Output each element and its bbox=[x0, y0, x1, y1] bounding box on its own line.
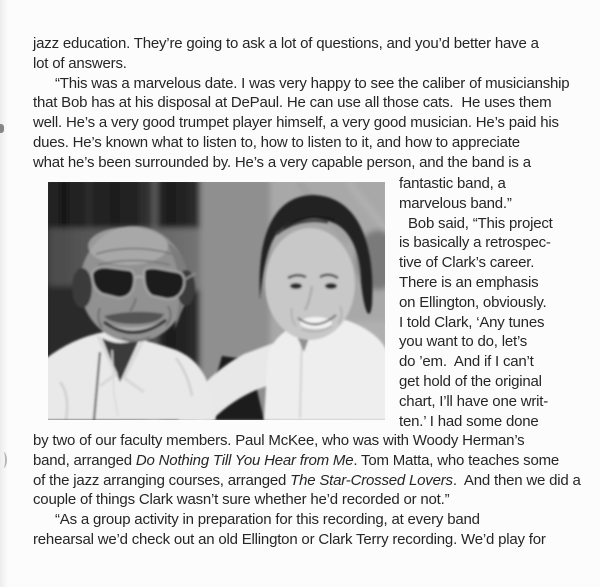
text-line: couple of things Clark wasn’t sure whether he’d recorded or not.” bbox=[33, 491, 450, 509]
text-line: is basically a retrospec- bbox=[399, 234, 551, 252]
text-line: marvelous band.” bbox=[399, 194, 512, 212]
scan-artifact bbox=[0, 124, 4, 133]
text-line: Bob said, “This project bbox=[408, 214, 553, 232]
scan-artifact bbox=[0, 452, 7, 468]
text-line: on Ellington, obviously. bbox=[399, 293, 547, 311]
text-line: dues. He’s known what to listen to, how to listen to it, and how to appreciate bbox=[33, 133, 520, 151]
text-line: band, arranged Do Nothing Till You Hear from Me. Tom Matta, who teaches some bbox=[33, 451, 560, 469]
text-line: I told Clark, ‘Any tunes bbox=[399, 313, 545, 331]
text-line: do ’em. And if I can’t bbox=[399, 353, 534, 371]
bottom-paragraphs bbox=[33, 431, 583, 550]
text-line: chart, I’ll have one writ- bbox=[399, 392, 549, 410]
text-line: There is an emphasis bbox=[399, 273, 539, 291]
photo-illustration bbox=[48, 182, 385, 420]
text-line: rehearsal we’d check out an old Ellington or Clark Terry recording. We’d play for bbox=[33, 530, 546, 548]
text-line: jazz education. They’re going to ask a lot of questions, and you’d better have a bbox=[33, 35, 539, 52]
wrapped-paragraphs bbox=[399, 174, 577, 431]
text-line: you want to do, let’s bbox=[399, 333, 528, 351]
text-line: what he’s been surrounded by. He’s a very capable person, and the band is a bbox=[33, 153, 531, 171]
text-line: that Bob has at his disposal at DePaul. He can use all those cats. He uses them bbox=[33, 94, 552, 112]
top-paragraphs bbox=[33, 34, 578, 173]
text-line: get hold of the original bbox=[399, 372, 542, 390]
scan-edge-shade bbox=[0, 0, 8, 587]
text-line: by two of our faculty members. Paul McKee, who was with Woody Herman’s bbox=[33, 432, 525, 449]
text-line: well. He’s a very good trumpet player himself, a very good musician. He’s paid his bbox=[33, 114, 559, 132]
text-line: tive of Clark’s career. bbox=[399, 254, 535, 272]
text-line: lot of answers. bbox=[33, 54, 127, 72]
text-line: “As a group activity in preparation for this recording, at every band bbox=[55, 511, 480, 529]
text-line: ten.’ I had some done bbox=[399, 412, 539, 430]
text-line: of the jazz arranging courses, arranged The Star-Crossed Lovers. And then we did a bbox=[33, 471, 581, 489]
text-line: “This was a marvelous date. I was very happy to see the caliber of musicianship bbox=[55, 74, 570, 92]
photo-two-musicians bbox=[48, 182, 385, 420]
text-line: fantastic band, a bbox=[399, 175, 506, 192]
